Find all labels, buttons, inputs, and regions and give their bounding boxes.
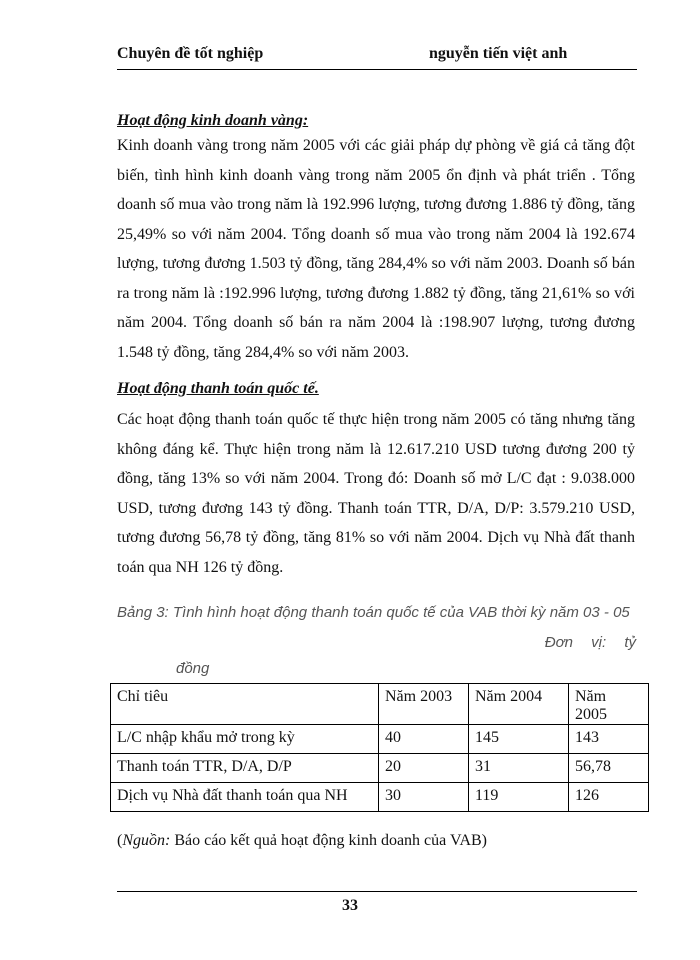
table-row	[111, 725, 649, 754]
source-label: Nguồn:	[122, 832, 171, 849]
paragraph-international-payment: Các hoạt động thanh toán quốc tế thực hiện trong năm 2005 có tăng nhưng tăng không đáng kể. Thực hiện trong năm là 12.617.210 USD tương đương 200 tỷ đồng, tăng 13% so với năm 2004. Trong đó: Doanh số mở L/C đạt : 9.038.000 USD, tương đương 143 tỷ đồng. Thanh toán TTR, D/A, D/P: 3.579.210 USD, tương đương 56,78 tỷ đồng, tăng 81% so với năm 2004. Dịch vụ Nhà đất thanh toán qua NH 126 tỷ đồng.	[117, 411, 635, 576]
table-cell: 119	[469, 783, 569, 812]
table-cell: 126	[569, 783, 649, 812]
payment-table	[110, 683, 649, 812]
table-cell: 145	[469, 725, 569, 754]
header-document-type: Chuyên đề tốt nghiệp	[117, 45, 264, 62]
table-cell: 20	[379, 754, 469, 783]
table-cell: L/C nhập khẩu mở trong kỳ	[111, 725, 379, 754]
table-cell: Thanh toán TTR, D/A, D/P	[111, 754, 379, 783]
table-caption: Bảng 3: Tình hình hoạt động thanh toán quốc tế của VAB thời kỳ năm 03 - 05	[117, 604, 630, 621]
table-header-cell: Năm 2004	[469, 684, 569, 725]
page-header	[117, 43, 637, 70]
table-unit-line1: Đơn vị: tỷ	[544, 634, 636, 651]
table-header-cell: Năm 2003	[379, 684, 469, 725]
section-heading-international-payment: Hoạt động thanh toán quốc tế.	[117, 380, 319, 397]
table-cell: Dịch vụ Nhà đất thanh toán qua NH	[111, 783, 379, 812]
source-text: Báo cáo kết quả hoạt động kinh doanh của VAB)	[170, 832, 488, 849]
table-header-cell: Năm 2005	[569, 684, 649, 725]
table-unit-line2: đồng	[176, 660, 210, 677]
section-heading-gold: Hoạt động kinh doanh vàng:	[117, 112, 309, 129]
table-cell: 40	[379, 725, 469, 754]
table-cell: 30	[379, 783, 469, 812]
header-author: nguyễn tiến việt anh	[429, 45, 568, 62]
table-row	[111, 783, 649, 812]
table-header-row	[111, 684, 649, 725]
table-header-cell: Chỉ tiêu	[111, 684, 379, 725]
table-cell: 56,78	[569, 754, 649, 783]
page-number: 33	[342, 897, 358, 914]
source-note: (Nguồn: Báo cáo kết quả hoạt động kinh doanh của VAB)	[117, 832, 488, 849]
table-row	[111, 754, 649, 783]
table-cell: 143	[569, 725, 649, 754]
footer-divider	[117, 891, 637, 892]
paragraph-gold-business: Kinh doanh vàng trong năm 2005 với các giải pháp dự phòng về giá cả tăng đột biến, tình hình kinh doanh vàng trong năm 2005 ổn định và phát triển . Tổng doanh số mua vào trong năm là 192.996 lượng, tương đương 1.886 tỷ đồng, tăng 25,49% so với năm 2004. Tổng doanh số mua vào trong năm 2004 là 192.674 lượng, tương đương 1.503 tỷ đồng, tăng 284,4% so với năm 2003. Doanh số bán ra trong năm là :192.996 lượng, tương đương 1.882 tỷ đồng, tăng 21,61% so với năm 2004. Tổng doanh số bán ra năm 2004 là :198.907 lượng, tương đương 1.548 tỷ đồng, tăng 284,4% so với năm 2003.	[117, 137, 635, 361]
table-cell: 31	[469, 754, 569, 783]
